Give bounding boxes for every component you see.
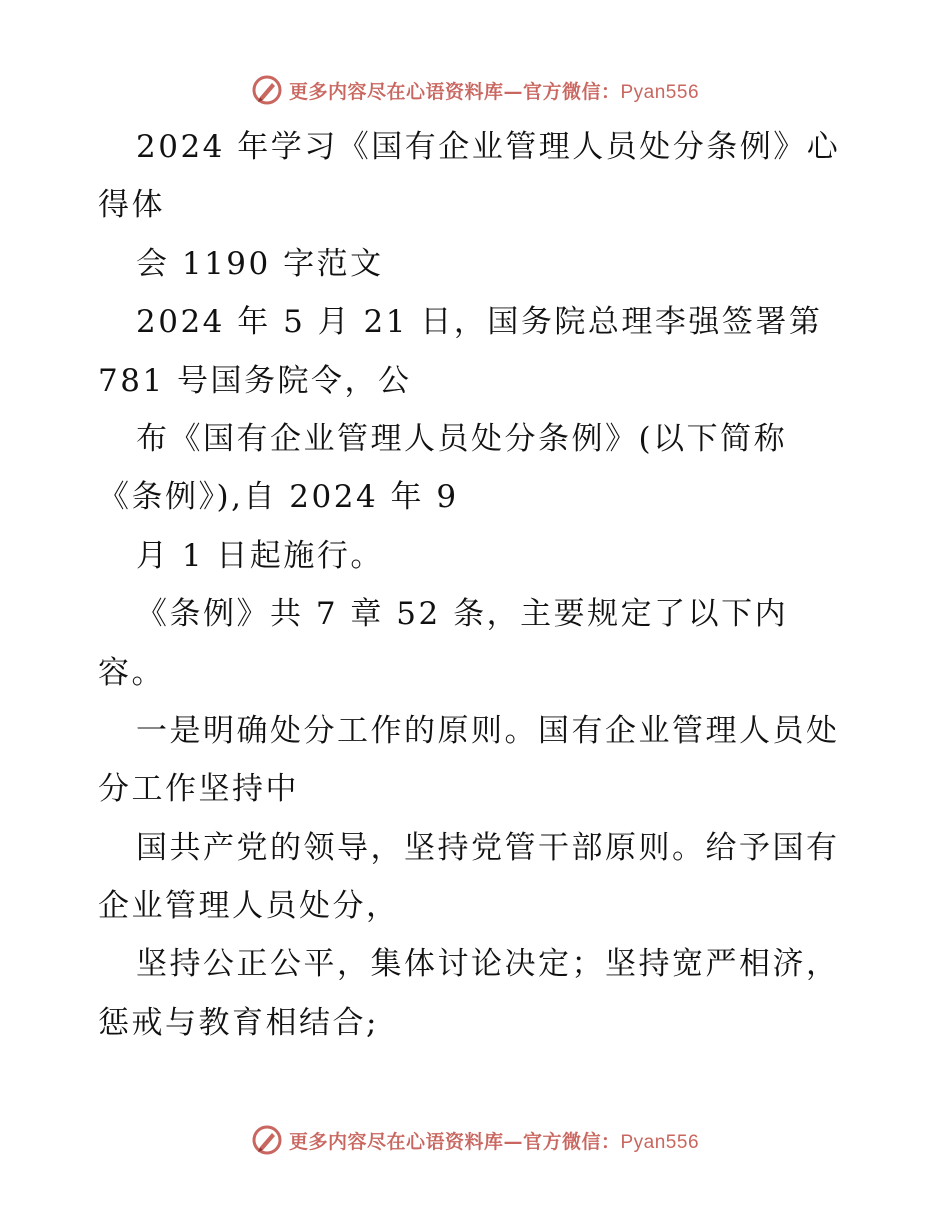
- header-watermark: [0, 70, 950, 110]
- watermark-text: 更多内容尽在心语资料库—官方微信：Pyan556: [288, 1130, 700, 1153]
- text-line: 月 1 日起施行。: [136, 537, 384, 574]
- watermark-text: 更多内容尽在心语资料库—官方微信：Pyan556: [288, 80, 700, 103]
- text-line: 2024 年 5 月 21 日，国务院总理李强签署第: [136, 304, 823, 341]
- text-line: 企业管理人员处分，: [98, 888, 400, 925]
- text-line: 布《国有企业管理人员处分条例》(以下简称: [136, 420, 788, 457]
- pen-logo-icon: [251, 1124, 283, 1156]
- text-line: 会 1190 字范文: [136, 245, 384, 282]
- text-line: 惩戒与教育相结合;: [98, 1004, 379, 1041]
- text-line: 分工作坚持中: [98, 771, 299, 808]
- text-line: 781 号国务院令，公: [98, 362, 412, 399]
- document-body: [98, 118, 858, 1052]
- text-line: 《条例》),自 2024 年 9: [98, 479, 459, 516]
- text-line: 得体: [98, 187, 165, 224]
- pen-logo-icon: [251, 74, 283, 106]
- text-line: 一是明确处分工作的原则。国有企业管理人员处: [136, 712, 840, 749]
- footer-watermark: [0, 1120, 950, 1160]
- text-line: 2024 年学习《国有企业管理人员处分条例》心: [136, 129, 841, 165]
- text-line: 国共产党的领导，坚持党管干部原则。给予国有: [136, 829, 840, 866]
- text-line: 容。: [98, 654, 165, 691]
- text-line: 坚持公正公平，集体讨论决定；坚持宽严相济，: [136, 946, 840, 983]
- text-line: 《条例》共 7 章 52 条，主要规定了以下内: [136, 596, 789, 633]
